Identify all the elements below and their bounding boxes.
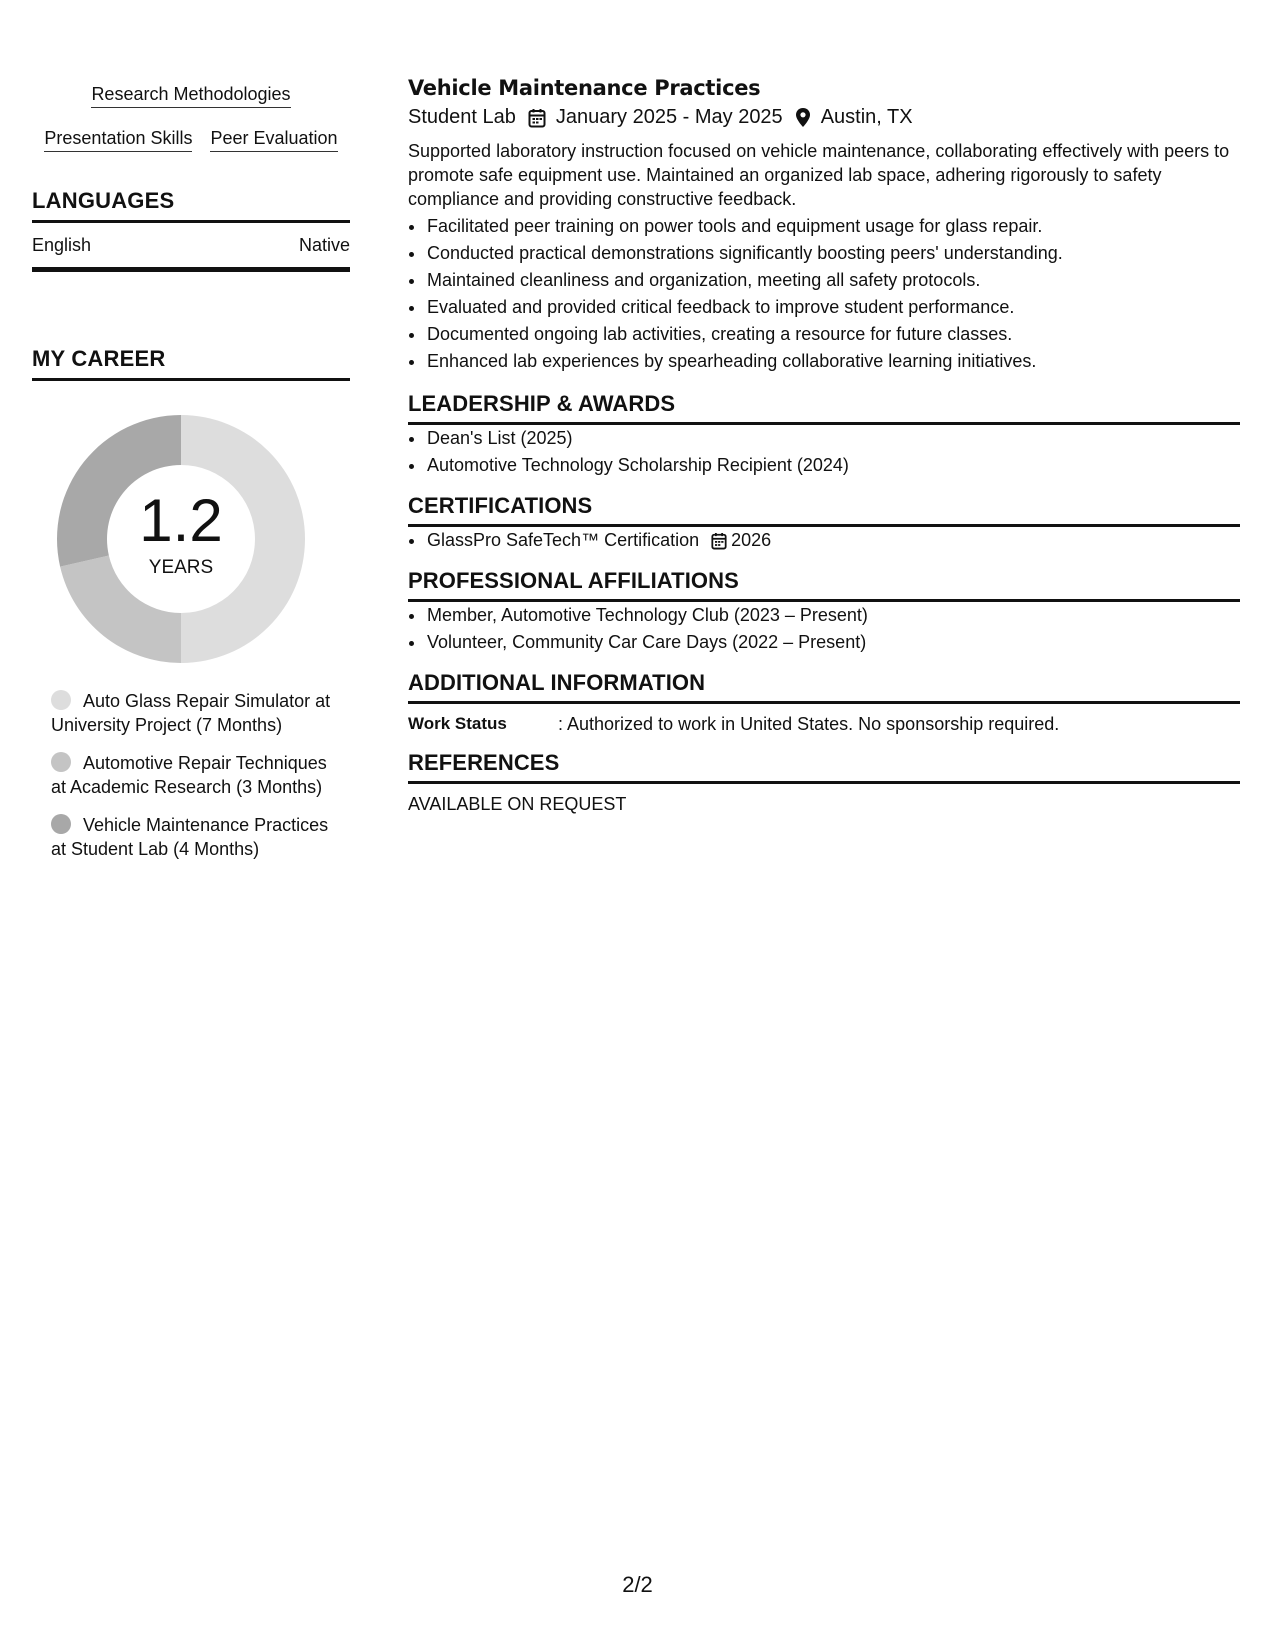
job-meta — [408, 106, 1240, 129]
leadership-list — [408, 425, 1240, 479]
career-total-unit: YEARS — [148, 557, 214, 578]
calendar-icon — [528, 108, 546, 128]
career-section — [32, 346, 350, 861]
skill-tag: Presentation Skills — [44, 128, 192, 152]
legend-item — [51, 689, 333, 737]
info-label: Work Status — [408, 714, 507, 733]
job-title: Vehicle Maintenance Practices — [408, 76, 761, 100]
career-title: MY CAREER — [32, 346, 350, 381]
skills-row — [32, 128, 350, 152]
job-bullet: • Evaluated and provided critical feedback to improve student performance. — [426, 294, 1240, 321]
leadership-title: LEADERSHIP & AWARDS — [408, 391, 1240, 425]
info-value: : Authorized to work in United States. No sponsorship required. — [558, 714, 1060, 734]
affiliation-item: • Member, Automotive Technology Club (2023 – Present) — [426, 602, 1240, 629]
languages-section — [32, 188, 350, 272]
career-total-value: 1.2 — [139, 487, 223, 554]
job-location: Austin, TX — [820, 106, 913, 128]
additional-info-title: ADDITIONAL INFORMATION — [408, 670, 1240, 704]
legend-dot — [51, 690, 71, 710]
legend-dot — [51, 752, 71, 772]
certifications-section — [408, 493, 1240, 554]
calendar-icon — [711, 532, 727, 550]
legend-item — [51, 751, 333, 799]
page-number: 2/2 — [622, 1572, 653, 1597]
legend-item — [51, 813, 333, 861]
language-level: Native — [298, 235, 350, 255]
language-row — [32, 223, 350, 272]
map-pin-icon — [795, 107, 811, 128]
certification-item — [426, 527, 1240, 554]
career-donut-chart — [57, 415, 305, 663]
affiliations-list — [408, 602, 1240, 656]
job-bullet: • Documented ongoing lab activities, creating a resource for future classes. — [426, 321, 1240, 348]
job-bullets — [408, 213, 1240, 375]
job-bullet: • Enhanced lab experiences by spearheading collaborative learning initiatives. — [426, 348, 1240, 375]
references-text: AVAILABLE ON REQUEST — [408, 794, 627, 814]
affiliations-title: PROFESSIONAL AFFILIATIONS — [408, 568, 1240, 602]
info-row — [408, 712, 1240, 736]
additional-info-section — [408, 670, 1240, 736]
career-legend — [51, 689, 333, 861]
certifications-list — [408, 527, 1240, 554]
leadership-item: • Automotive Technology Scholarship Recipient (2024) — [426, 452, 1240, 479]
certification-name: • GlassPro SafeTech™ Certification — [427, 530, 700, 550]
language-name: English — [32, 235, 92, 255]
legend-label: Vehicle Maintenance Practices at Student Lab (4 Months) — [51, 815, 329, 859]
job-dates: January 2025 - May 2025 — [555, 106, 783, 128]
donut-center — [57, 415, 305, 663]
job-org: Student Lab — [408, 106, 516, 128]
job-bullet: • Maintained cleanliness and organization, meeting all safety protocols. — [426, 267, 1240, 294]
leadership-section — [408, 391, 1240, 479]
skills-row — [32, 84, 350, 108]
skill-tag: Peer Evaluation — [210, 128, 337, 152]
certifications-title: CERTIFICATIONS — [408, 493, 1240, 527]
legend-dot — [51, 814, 71, 834]
sidebar — [32, 84, 350, 875]
skill-tag: Research Methodologies — [91, 84, 290, 108]
references-title: REFERENCES — [408, 750, 1240, 784]
job-bullet: • Facilitated peer training on power tools and equipment usage for glass repair. — [426, 213, 1240, 240]
legend-label: Auto Glass Repair Simulator at University Project (7 Months) — [51, 691, 331, 735]
legend-label: Automotive Repair Techniques at Academic Research (3 Months) — [51, 753, 327, 797]
affiliation-item: • Volunteer, Community Car Care Days (2022 – Present) — [426, 629, 1240, 656]
affiliations-section — [408, 568, 1240, 656]
leadership-item: • Dean's List (2025) — [426, 425, 1240, 452]
main-column — [408, 76, 1240, 816]
experience-entry — [408, 76, 1240, 375]
job-bullet: • Conducted practical demonstrations significantly boosting peers' understanding. — [426, 240, 1240, 267]
references-section — [408, 750, 1240, 816]
certification-year: 2026 — [731, 530, 772, 550]
job-summary: Supported laboratory instruction focused on vehicle maintenance, collaborating effectively with peers to promote safe equipment use. Maintained an organized lab space, adhering rigorously to safety compliance and providing constructive feedback. — [408, 141, 1230, 209]
languages-title: LANGUAGES — [32, 188, 350, 223]
